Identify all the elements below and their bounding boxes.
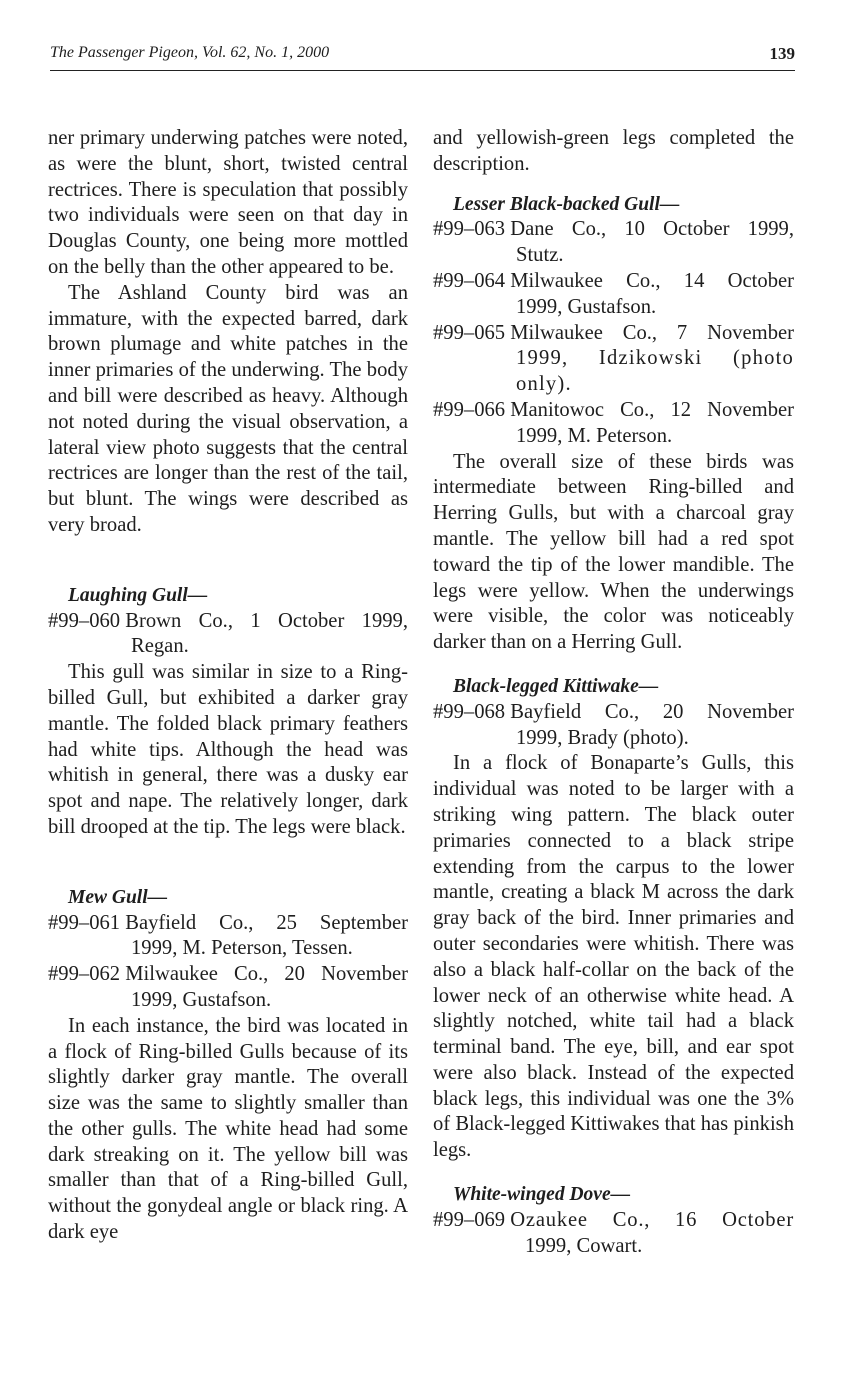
record-location-date: Bayfield Co., 25 September (125, 911, 408, 934)
record-observer: 1999, Gustafson. (516, 295, 657, 318)
species-heading-mew-gull: Mew Gull— (68, 886, 168, 908)
paragraph-ashland-bird: The Ashland County bird was an immature, with the expected barred, dark brown plumage and white patches in the inner primaries of the underwing. The body and bill were described as heavy. Although not noted during the visual observation, a lateral view photo suggests that the central rectrices are longer than the rest of the tail, but blunt. The wings were described as very broad. (48, 281, 408, 536)
record-observer: 1999, Brady (photo). (516, 726, 689, 749)
paragraph-continued: and yellowish-green legs completed the description. (433, 127, 794, 175)
running-header (50, 42, 795, 71)
journal-citation: The Passenger Pigeon, Vol. 62, No. 1, 2000 (50, 44, 330, 61)
right-column (433, 126, 794, 1259)
record-observer: 1999, M. Peterson. (516, 424, 673, 447)
record-entry (433, 269, 794, 295)
record-entry (48, 609, 408, 635)
record-location-date: Brown Co., 1 October 1999, (125, 609, 408, 632)
record-location-date: Bayfield Co., 20 November (510, 700, 794, 723)
record-entry (433, 700, 794, 726)
record-observer: 1999, Cowart. (525, 1234, 643, 1257)
species-heading-black-legged-kittiwake: Black-legged Kittiwake— (453, 675, 659, 697)
record-entry (433, 321, 794, 347)
record-number: #99–065 (433, 321, 506, 344)
record-entry (433, 217, 794, 243)
record-number: #99–066 (433, 398, 506, 421)
record-observer: Regan. (131, 635, 189, 658)
paragraph-laughing-gull: This gull was similar in size to a Ring-billed Gull, but exhibited a darker gray mantle. The folded black primary feathers had white tips. Although the head was whitish in general, there was a dusky ear spot and nape. The relatively longer, dark bill drooped at the tip. The legs were black. (48, 661, 408, 838)
record-number: #99–064 (433, 269, 506, 292)
left-column (48, 126, 408, 1246)
paragraph-lesser-black-backed-gull: The overall size of these birds was intermediate between Ring-billed and Herring Gulls, but with a charcoal gray mantle. The yellow bill had a red spot toward the tip of the lower mandible. The legs were yellow. When the underwings were visible, the color was noticeably darker than on a Herring Gull. (433, 450, 794, 654)
record-number: #99–062 (48, 963, 121, 986)
paragraph-mew-gull: In each instance, the bird was located in a flock of Ring-billed Gulls because of its slightly darker gray mantle. The overall size was the same to slightly smaller than the other gulls. The white head had some dark streaking on it. The yellow bill was smaller than that of a Ring-billed Gull, without the gonydeal angle or black ring. A dark eye (48, 1014, 408, 1244)
species-heading-lesser-black-backed-gull: Lesser Black-backed Gull— (453, 193, 680, 215)
record-number: #99–069 (433, 1208, 506, 1231)
record-entry (48, 911, 408, 937)
record-entry (48, 962, 408, 988)
record-number: #99–060 (48, 609, 121, 632)
record-location-date: Milwaukee Co., 20 November (125, 963, 408, 986)
record-number: #99–063 (433, 218, 506, 241)
record-observer: 1999, M. Peterson, Tessen. (131, 937, 353, 960)
record-location-date: Manitowoc Co., 12 November (510, 398, 794, 421)
paragraph-black-legged-kittiwake: In a flock of Bonaparte’s Gulls, this individual was noted to be larger with a striking wing pattern. The black outer primaries connected to a black stripe extending from the carpus to the lower mantle, creating a black M across the dark gray back of the bird. Inner primaries and outer secondaries were whitish. There was also a black half-collar on the back of the lower neck of an otherwise white head. A slightly notched, white tail had a black terminal band. The eye, bill, and ear spot were also black. Instead of the expected black legs, this individual was one the 3% of Black-legged Kittiwakes that has pinkish legs. (433, 752, 794, 1162)
paragraph-continued: ner primary underwing patches were noted, as were the blunt, short, twisted central rectrices. There is speculation that possibly two individuals were seen on that day in Douglas County, one being more mottled on the belly than the other appeared to be. (48, 127, 408, 278)
record-entry (433, 398, 794, 424)
record-location-date: Milwaukee Co., 7 November (510, 321, 794, 344)
species-heading-white-winged-dove: White-winged Dove— (453, 1184, 631, 1206)
page-number: 139 (769, 44, 795, 63)
record-observer: 1999, Idzikowski (photo only). (516, 347, 794, 396)
species-heading-laughing-gull: Laughing Gull— (68, 584, 208, 606)
record-observer: Stutz. (516, 244, 564, 267)
record-entry (433, 1208, 794, 1234)
record-location-date: Ozaukee Co., 16 October (510, 1208, 794, 1231)
record-number: #99–068 (433, 700, 506, 723)
record-location-date: Dane Co., 10 October 1999, (510, 218, 794, 241)
record-observer: 1999, Gustafson. (131, 988, 272, 1011)
record-number: #99–061 (48, 911, 121, 934)
record-location-date: Milwaukee Co., 14 October (510, 269, 794, 292)
